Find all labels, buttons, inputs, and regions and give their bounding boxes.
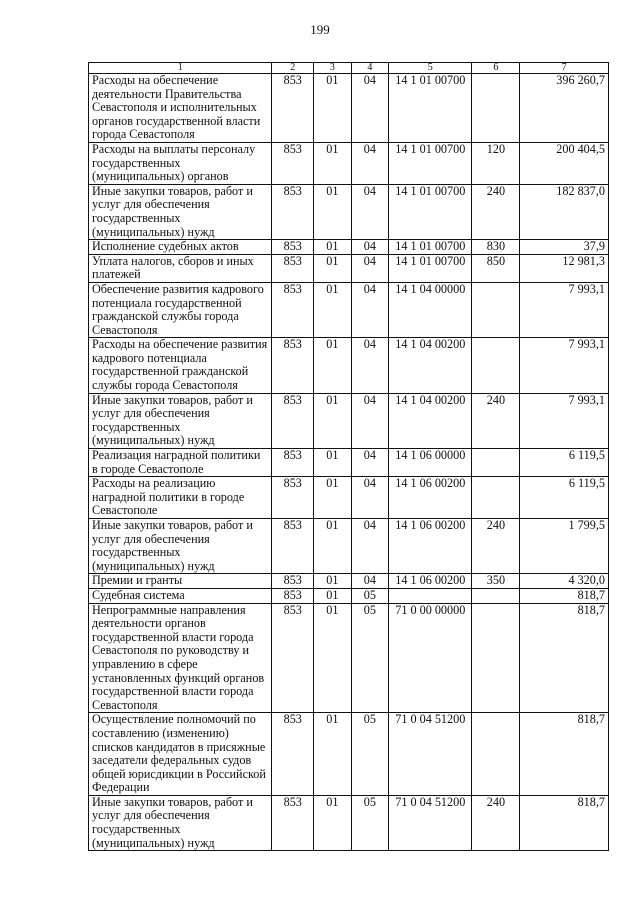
expense-type-cell: 240: [472, 519, 520, 574]
column-number: 5: [389, 63, 472, 74]
ved-code-cell: 853: [272, 240, 314, 255]
target-article-cell: [389, 588, 472, 603]
column-number: 3: [314, 63, 352, 74]
ved-code-cell: 853: [272, 282, 314, 337]
target-article-cell: 14 1 06 00000: [389, 449, 472, 477]
section-code-cell: 01: [314, 184, 352, 239]
expense-type-cell: [472, 477, 520, 519]
expense-type-cell: [472, 449, 520, 477]
amount-cell: 396 260,7: [520, 74, 609, 143]
amount-cell: 1 799,5: [520, 519, 609, 574]
subsection-code-cell: 04: [351, 449, 389, 477]
section-code-cell: 01: [314, 282, 352, 337]
table-row: [89, 574, 609, 589]
subsection-code-cell: 04: [351, 477, 389, 519]
target-article-cell: 14 1 04 00200: [389, 393, 472, 448]
subsection-code-cell: 05: [351, 603, 389, 713]
column-number: 6: [472, 63, 520, 74]
amount-cell: 37,9: [520, 240, 609, 255]
subsection-code-cell: 04: [351, 74, 389, 143]
row-name-cell: Расходы на реализацию наградной политики в городе Севастополе: [89, 477, 272, 519]
column-number: 1: [89, 63, 272, 74]
amount-cell: 7 993,1: [520, 338, 609, 393]
table-row: [89, 184, 609, 239]
row-name-cell: Уплата налогов, сборов и иных платежей: [89, 254, 272, 282]
row-name-cell: Расходы на выплаты персоналу государственных (муниципальных) органов: [89, 142, 272, 184]
section-code-cell: 01: [314, 574, 352, 589]
subsection-code-cell: 04: [351, 254, 389, 282]
expense-type-cell: [472, 603, 520, 713]
target-article-cell: 14 1 01 00700: [389, 142, 472, 184]
subsection-code-cell: 04: [351, 574, 389, 589]
table-row: [89, 519, 609, 574]
expense-type-cell: 830: [472, 240, 520, 255]
ved-code-cell: 853: [272, 519, 314, 574]
ved-code-cell: 853: [272, 574, 314, 589]
subsection-code-cell: 04: [351, 142, 389, 184]
ved-code-cell: 853: [272, 449, 314, 477]
subsection-code-cell: 04: [351, 282, 389, 337]
subsection-code-cell: 04: [351, 338, 389, 393]
row-name-cell: Непрограммные направления деятельности органов государственной власти города Севастополя по руководству и управлению в сфере установленных функций органов государственной власти города Севастополя: [89, 603, 272, 713]
target-article-cell: 14 1 01 00700: [389, 184, 472, 239]
table-row: [89, 338, 609, 393]
target-article-cell: 14 1 01 00700: [389, 74, 472, 143]
section-code-cell: 01: [314, 519, 352, 574]
expense-type-cell: [472, 282, 520, 337]
row-name-cell: Осуществление полномочий по составлению (изменению) списков кандидатов в присяжные заседатели федеральных судов общей юрисдикции в Российской Федерации: [89, 713, 272, 796]
table-body: [89, 74, 609, 851]
table-row: [89, 588, 609, 603]
table-row: [89, 282, 609, 337]
ved-code-cell: 853: [272, 184, 314, 239]
target-article-cell: 14 1 06 00200: [389, 519, 472, 574]
amount-cell: 7 993,1: [520, 282, 609, 337]
section-code-cell: 01: [314, 338, 352, 393]
table-row: [89, 795, 609, 850]
target-article-cell: 14 1 04 00000: [389, 282, 472, 337]
subsection-code-cell: 04: [351, 393, 389, 448]
row-name-cell: Иные закупки товаров, работ и услуг для обеспечения государственных (муниципальных) нужд: [89, 184, 272, 239]
subsection-code-cell: 05: [351, 588, 389, 603]
expense-type-cell: 240: [472, 795, 520, 850]
amount-cell: 6 119,5: [520, 477, 609, 519]
row-name-cell: Расходы на обеспечение развития кадрового потенциала государственной гражданской службы города Севастополя: [89, 338, 272, 393]
row-name-cell: Исполнение судебных актов: [89, 240, 272, 255]
row-name-cell: Расходы на обеспечение деятельности Правительства Севастополя и исполнительных органов государственной власти города Севастополя: [89, 74, 272, 143]
expense-type-cell: 240: [472, 393, 520, 448]
amount-cell: 818,7: [520, 588, 609, 603]
section-code-cell: 01: [314, 449, 352, 477]
expense-type-cell: 240: [472, 184, 520, 239]
ved-code-cell: 853: [272, 338, 314, 393]
subsection-code-cell: 04: [351, 184, 389, 239]
expense-type-cell: 120: [472, 142, 520, 184]
target-article-cell: 14 1 04 00200: [389, 338, 472, 393]
column-number: 7: [520, 63, 609, 74]
target-article-cell: 14 1 06 00200: [389, 477, 472, 519]
amount-cell: 4 320,0: [520, 574, 609, 589]
table-row: [89, 240, 609, 255]
amount-cell: 182 837,0: [520, 184, 609, 239]
section-code-cell: 01: [314, 477, 352, 519]
row-name-cell: Иные закупки товаров, работ и услуг для обеспечения государственных (муниципальных) нужд: [89, 393, 272, 448]
ved-code-cell: 853: [272, 254, 314, 282]
ved-code-cell: 853: [272, 142, 314, 184]
amount-cell: 818,7: [520, 795, 609, 850]
amount-cell: 7 993,1: [520, 393, 609, 448]
target-article-cell: 71 0 04 51200: [389, 795, 472, 850]
expense-type-cell: [472, 588, 520, 603]
subsection-code-cell: 04: [351, 240, 389, 255]
amount-cell: 6 119,5: [520, 449, 609, 477]
row-name-cell: Премии и гранты: [89, 574, 272, 589]
row-name-cell: Реализация наградной политики в городе Севастополе: [89, 449, 272, 477]
row-name-cell: Обеспечение развития кадрового потенциала государственной гражданской службы города Севастополя: [89, 282, 272, 337]
subsection-code-cell: 04: [351, 519, 389, 574]
table-row: [89, 713, 609, 796]
target-article-cell: 71 0 04 51200: [389, 713, 472, 796]
expense-type-cell: [472, 338, 520, 393]
expense-type-cell: 350: [472, 574, 520, 589]
ved-code-cell: 853: [272, 795, 314, 850]
table-row: [89, 603, 609, 713]
subsection-code-cell: 05: [351, 713, 389, 796]
section-code-cell: 01: [314, 713, 352, 796]
ved-code-cell: 853: [272, 713, 314, 796]
table-row: [89, 74, 609, 143]
target-article-cell: 14 1 01 00700: [389, 240, 472, 255]
row-name-cell: Иные закупки товаров, работ и услуг для обеспечения государственных (муниципальных) нужд: [89, 795, 272, 850]
table-row: [89, 477, 609, 519]
subsection-code-cell: 05: [351, 795, 389, 850]
table-row: [89, 449, 609, 477]
table-row: [89, 142, 609, 184]
target-article-cell: 14 1 01 00700: [389, 254, 472, 282]
amount-cell: 818,7: [520, 603, 609, 713]
target-article-cell: 71 0 00 00000: [389, 603, 472, 713]
ved-code-cell: 853: [272, 393, 314, 448]
row-name-cell: Иные закупки товаров, работ и услуг для обеспечения государственных (муниципальных) нужд: [89, 519, 272, 574]
budget-table: [88, 62, 609, 851]
section-code-cell: 01: [314, 795, 352, 850]
section-code-cell: 01: [314, 254, 352, 282]
section-code-cell: 01: [314, 393, 352, 448]
column-number: 2: [272, 63, 314, 74]
section-code-cell: 01: [314, 142, 352, 184]
ved-code-cell: 853: [272, 477, 314, 519]
expense-type-cell: [472, 713, 520, 796]
section-code-cell: 01: [314, 603, 352, 713]
column-number-row: [89, 63, 609, 74]
expense-type-cell: 850: [472, 254, 520, 282]
table-row: [89, 393, 609, 448]
ved-code-cell: 853: [272, 588, 314, 603]
section-code-cell: 01: [314, 240, 352, 255]
ved-code-cell: 853: [272, 74, 314, 143]
section-code-cell: 01: [314, 588, 352, 603]
expense-type-cell: [472, 74, 520, 143]
amount-cell: 12 981,3: [520, 254, 609, 282]
target-article-cell: 14 1 06 00200: [389, 574, 472, 589]
amount-cell: 200 404,5: [520, 142, 609, 184]
section-code-cell: 01: [314, 74, 352, 143]
amount-cell: 818,7: [520, 713, 609, 796]
row-name-cell: Судебная система: [89, 588, 272, 603]
page-number: 199: [310, 22, 330, 37]
column-number: 4: [351, 63, 389, 74]
ved-code-cell: 853: [272, 603, 314, 713]
table-row: [89, 254, 609, 282]
